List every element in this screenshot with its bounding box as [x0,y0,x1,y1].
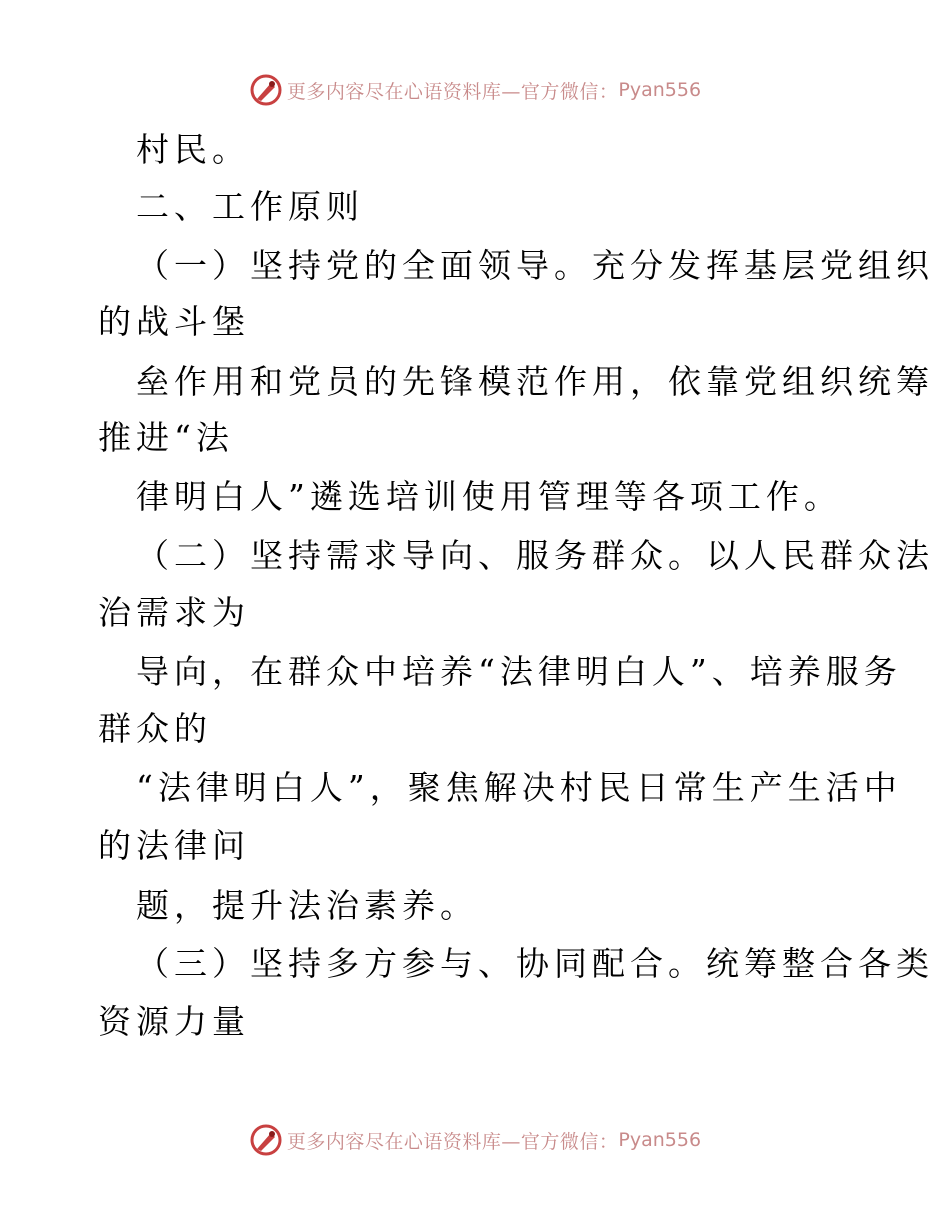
text-line: 的战斗堡 [98,302,250,341]
footer-watermark [0,1120,950,1160]
watermark-text: 更多内容尽在心语资料库—官方微信： [286,80,619,103]
pen-nib-logo-icon [249,1123,283,1157]
text-line: （三）坚持多方参与、协同配合。统筹整合各类 [136,944,934,983]
text-line: 推进“法 [98,418,234,457]
text-line: 导向，在群众中培养“法律明白人”、培养服务 [136,652,902,691]
text-line: 治需求为 [98,593,250,632]
watermark-text: 更多内容尽在心语资料库—官方微信： [286,1130,619,1153]
text-line: “法律明白人”，聚焦解决村民日常生产生活中 [136,768,902,807]
text-line: 垒作用和党员的先锋模范作用，依靠党组织统筹 [136,362,934,401]
text-line: （二）坚持需求导向、服务群众。以人民群众法 [136,536,934,575]
watermark-handle: Pyan556 [618,79,702,101]
text-line: （一）坚持党的全面领导。充分发挥基层党组织 [136,246,934,285]
text-line: 资源力量 [98,1002,250,1041]
text-line: 的法律问 [98,826,250,865]
text-line: 群众的 [98,709,212,748]
text-line: 村民。 [136,130,250,169]
text-line: 律明白人”遴选培训使用管理等各项工作。 [136,477,842,516]
watermark-handle: Pyan556 [618,1129,702,1151]
text-line: 题，提升法治素养。 [136,886,478,925]
section-heading: 二、工作原则 [136,187,364,226]
